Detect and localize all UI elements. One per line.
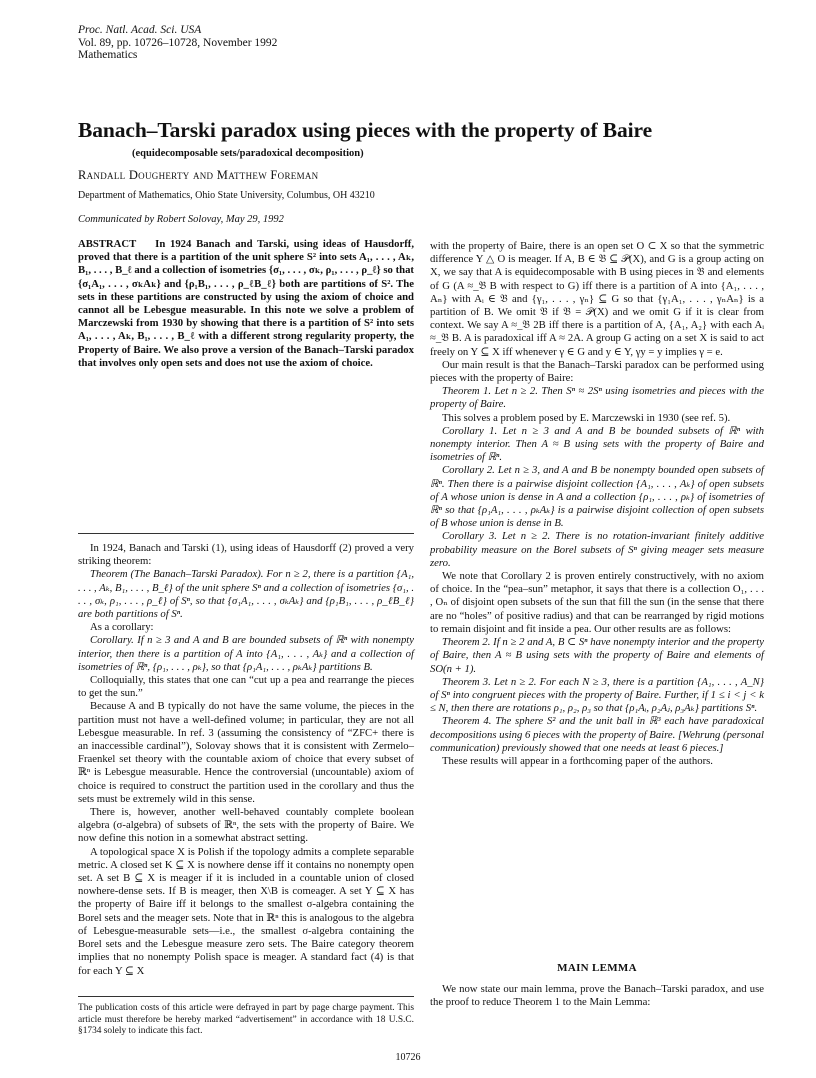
paragraph: There is, however, another well-behaved countably complete boolean algebra (σ-algebra) of subsets of ℝⁿ, the sets with the property of Baire. We now define this notion in a somewhat abstract setting. [78,806,414,845]
volume-line: Vol. 89, pp. 10726–10728, November 1992 [78,36,278,49]
paragraph: These results will appear in a forthcoming paper of the authors. [442,754,713,767]
authors: Randall Dougherty and Matthew Foreman [78,168,319,182]
abstract [78,238,414,370]
left-column [78,542,414,978]
corollary-1: Corollary 1. Let n ≥ 3 and A and B be bounded subsets of ℝⁿ with nonempty interior. Then A ≈ B using sets with the property of Baire and isometries of ℝⁿ. [430,424,764,464]
right-column [430,240,764,768]
paragraph: Our main result is that the Banach–Tarski paradox can be performed using pieces with the property of Baire: [430,358,764,385]
journal-section: Mathematics [78,49,138,61]
paragraph: Because A and B typically do not have the same volume, the pieces in the partition must not have a well-defined volume; in particular, they are not all Lebesgue measurable. In ref. 3 (assuming the consistency of “ZFC+ there is an inaccessible cardinal”), Solovay shows that it is consistent with Zermelo–Fraenkel set theory with the countable axiom of choice that every subset of ℝⁿ is Lebesgue measurable. Hence the controversial (uncountable) axiom of choice is required to construct the partition used in the corollary and thus the sets must be extremely wild in this sense. [78,700,414,805]
paragraph: A topological space X is Polish if the topology admits a complete separable metric. A closed set K ⊆ X is nowhere dense iff it contains no nonempty open set. A set B ⊆ X is meager if it is included in a countable union of closed nowhere-dense sets. If B is meager, then X\B is comeager. A set Y ⊆ X has the property of Baire iff it belongs to the smallest σ-algebra containing the Borel sets and the meager sets. Note that in ℝⁿ this is analogous to the algebra of Lebesgue-measurable sets—i.e., the smallest σ-algebra containing the Borel sets and the Lebesgue measure zero sets. The Baire category theorem implies that no nonempty Polish space is meager. A standard fact (4) is that for each Y ⊆ X [78,845,414,977]
theorem-2: Theorem 2. If n ≥ 2 and A, B ⊂ Sⁿ have nonempty interior and the property of Baire, then A ≈ B using sets with the property of Baire and elements of SO(n + 1). [430,636,764,675]
paragraph: In 1924, Banach and Tarski (1), using ideas of Hausdorff (2) proved a very striking theorem: [78,542,414,568]
paragraph: with the property of Baire, there is an open set O ⊂ X so that the symmetric difference Y △ O is meager. If A, B ∈ 𝔅 ⊆ 𝒫(X), and G is a group acting on X, we say that A is equidecomposable with B using pieces in 𝔅 and elements of G (A ≈_𝔅 B with respect to G) iff there is a partition of A into {A₁, . . . , Aₙ} with Aᵢ ∈ 𝔅 and {γ₁, . . . , γₙ} ⊆ G so that {γ₁A₁, . . . , γₙAₙ} is a partition of B. We omit 𝔅 if 𝔅 = 𝒫(X) and we omit G if it is clear from context. We say A ≈_𝔅 2B iff there is a partition of A, {A₁, A₂} with each Aᵢ ≈_𝔅 B. A is paradoxical iff A ≈ 2A. A group G acting on a set X is said to act freely on Y ⊆ X iff whenever γ ∈ G and y ∈ Y, γy = y implies γ = e. [430,240,764,358]
corollary-2: Corollary 2. Let n ≥ 3, and A and B be nonempty bounded open subsets of ℝⁿ. Then there is a pairwise disjoint collection {A₁, . . . , Aₖ} of open subsets of A whose union is dense in A and a collection {ρ₁, . . . , ρₖ} of isometries of ℝⁿ so that {ρ₁A₁, . . . , ρₖAₖ} is a pairwise disjoint collection of open subsets of B whose union is dense in B. [430,464,764,530]
affiliation: Department of Mathematics, Ohio State University, Columbus, OH 43210 [78,190,375,201]
footnote-divider [78,996,414,997]
paragraph: We now state our main lemma, prove the Banach–Tarski paradox, and use the proof to reduce Theorem 1 to the Main Lemma: [430,983,764,1009]
journal-header [78,24,277,62]
paragraph: As a corollary: [90,621,154,634]
page-number: 10726 [395,1052,421,1063]
paragraph: Colloquially, this states that one can “cut up a pea and rearrange the pieces to get the sun.” [78,674,414,700]
abstract-text: In 1924 Banach and Tarski, using ideas of Hausdorff, proved that there is a partition of the unit sphere S² into sets A₁, . . . , Aₖ, B₁, . . . , B_ℓ and a collection of isometries {σ₁, . . . , σₖ, ρ₁, . . . , ρ_ℓ} so that {σ₁A₁, . . . , σₖAₖ} and {ρ₁B₁, . . . , ρ_ℓB_ℓ} both are partitions of S². The sets in these partitions are constructed by using the axiom of choice and cannot all be Lebesgue measurable. In this note we solve a problem of Marczewski from 1930 by showing that there is a partition of S² into sets A₁, . . . , Aₖ, B₁, . . . , B_ℓ with a different strong regularity property, the Property of Baire. We also prove a version of the Banach–Tarski paradox that involves only open sets and does not use the axiom of choice. [78,238,414,369]
section-intro [430,983,764,1009]
theorem-4: Theorem 4. The sphere S² and the unit ball in ℝ³ each have paradoxical decompositions using 6 pieces with the property of Baire. [Wehrung (personal communication) previously showed that one needs at least 6 pieces.] [430,715,764,754]
abstract-label: ABSTRACT [78,238,137,250]
communicated-by: Communicated by Robert Solovay, May 29, 1992 [78,214,284,225]
footnote: The publication costs of this article were defrayed in part by page charge payment. This article must therefore be hereby marked “advertisement” in accordance with 18 U.S.C. §1734 solely to indicate this fact. [78,1003,414,1036]
theorem-1: Theorem 1. Let n ≥ 2. Then Sⁿ ≈ 2Sⁿ using isometries and pieces with the property of Baire. [430,385,764,411]
journal-name: Proc. Natl. Acad. Sci. USA [78,24,202,36]
corollary-3: Corollary 3. Let n ≥ 2. There is no rotation-invariant finitely additive probability measure on the Borel subsets of Sⁿ giving meager sets measure zero. [430,530,764,569]
corollary: Corollary. If n ≥ 3 and A and B are bounded subsets of ℝⁿ with nonempty interior, then there is a partition of A into {A₁, . . . , Aₖ} and a collection of isometries of ℝⁿ, {ρ₁, . . . , ρₖ}, so that {ρ₁A₁, . . . , ρₖAₖ} partitions B. [78,634,414,673]
theorem-3: Theorem 3. Let n ≥ 2. For each N ≥ 3, there is a partition {A₁, . . . , A_N} of Sⁿ into congruent pieces with the property of Baire. Further, if 1 ≤ i < j < k ≤ N, then there are rotations ρ₁, ρ₂, ρ₃ so that {ρ₁Aᵢ, ρ₂Aⱼ, ρ₃Aₖ} partitions Sⁿ. [430,675,764,715]
article-subtitle: (equidecomposable sets/paradoxical decomposition) [132,148,364,159]
article-title: Banach–Tarski paradox using pieces with the property of Baire [78,118,653,142]
paragraph: We note that Corollary 2 is proven entirely constructively, with no axiom of choice. In the “pea–sun” metaphor, it says that there is a collection O₁, . . . , Oₙ of disjoint open subsets of the sun that fill the sun (in the sense that there are no “holes” of positive radius) and that can be rearranged by rigid motions to remain disjoint and fit inside a pea. Our other results are as follows: [430,570,764,635]
abstract-divider [78,533,414,534]
theorem-banach-tarski: Theorem (The Banach–Tarski Paradox). For n ≥ 2, there is a partition {A₁, . . . , Aₖ, B₁, . . . , B_ℓ} of the unit sphere Sⁿ and a collection of isometries {σ₁, . . . , σₖ, ρ₁, . . . , ρ_ℓ} of Sⁿ, so that {σ₁A₁, . . . , σₖAₖ} and {ρ₁B₁, . . . , ρ_ℓB_ℓ} are both partitions of Sⁿ. [78,568,414,621]
paragraph: This solves a problem posed by E. Marczewski in 1930 (see ref. 5). [442,411,731,424]
section-heading: MAIN LEMMA [557,962,637,974]
